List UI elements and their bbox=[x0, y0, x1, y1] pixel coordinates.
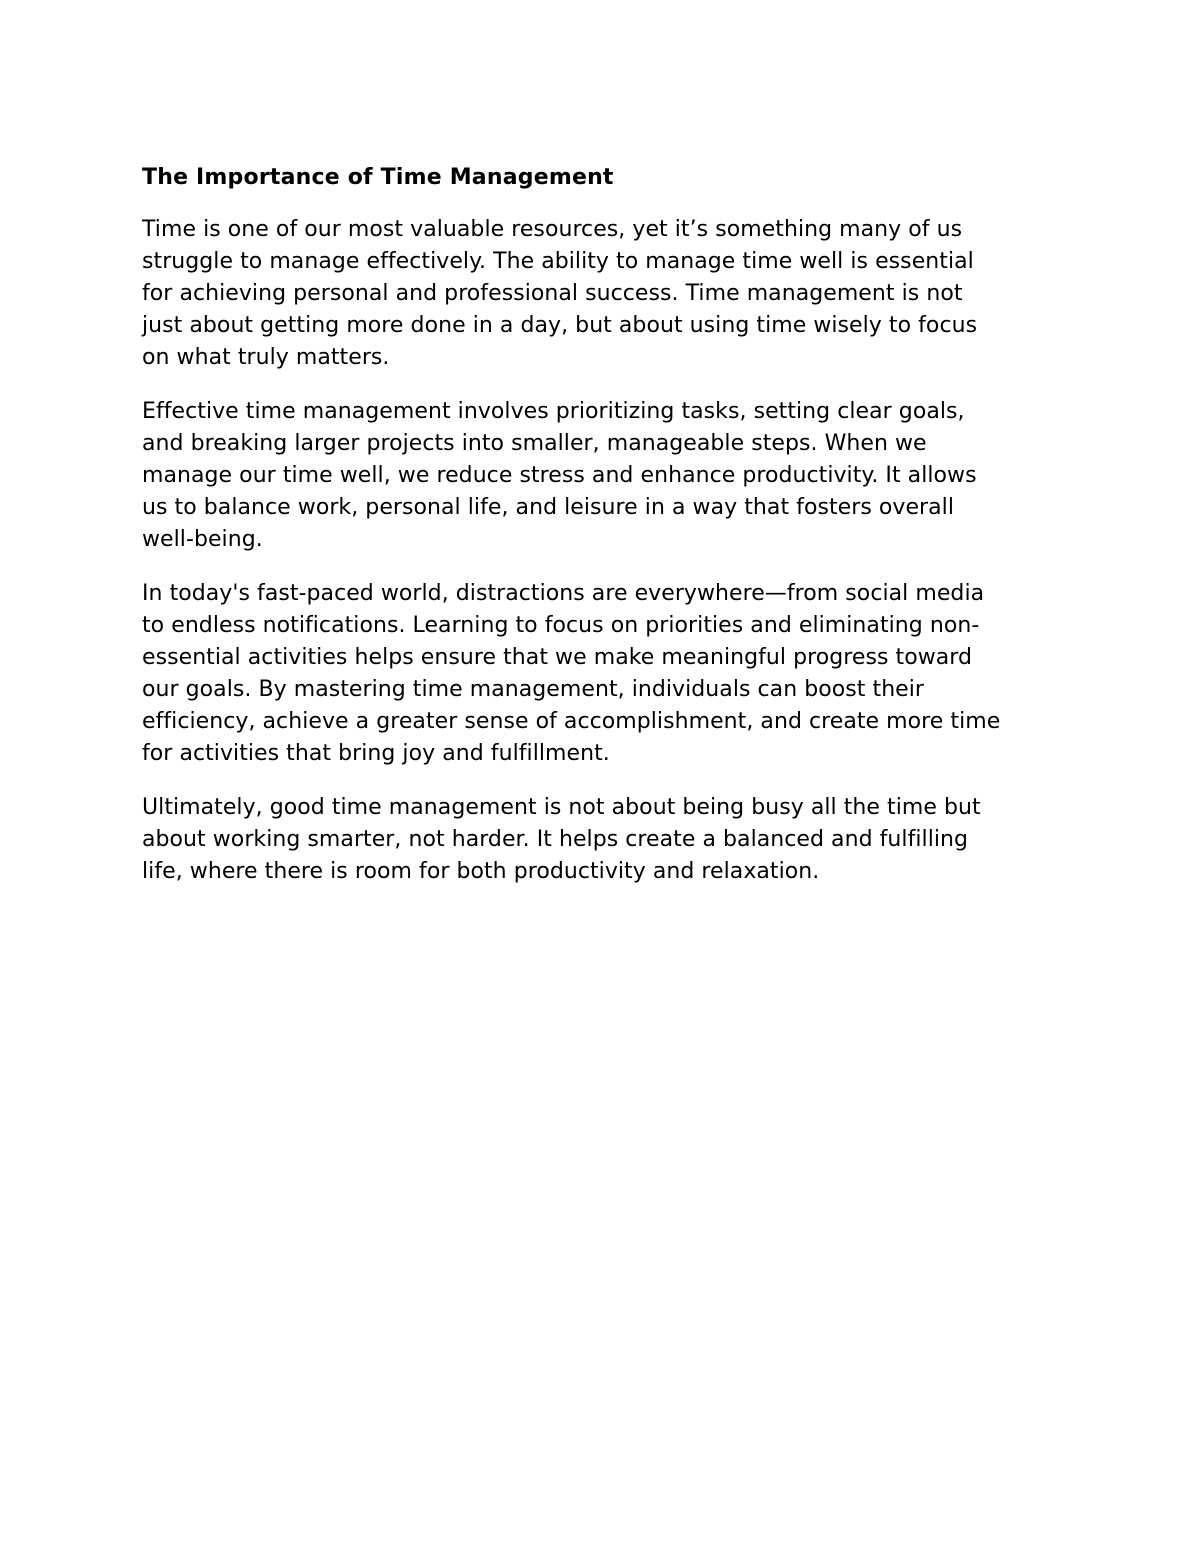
paragraph-line: essential activities helps ensure that we make meaningful progress toward bbox=[142, 645, 973, 670]
paragraph-line: just about getting more done in a day, but about using time wisely to focus bbox=[142, 313, 978, 338]
paragraph-line: and breaking larger projects into smaller, manageable steps. When we bbox=[142, 431, 927, 456]
document-title: The Importance of Time Management bbox=[142, 165, 614, 190]
paragraph-line: Effective time management involves prioritizing tasks, setting clear goals, bbox=[142, 399, 965, 424]
paragraph-line: about working smarter, not harder. It helps create a balanced and fulfilling bbox=[142, 827, 969, 852]
paragraph-line: efficiency, achieve a greater sense of accomplishment, and create more time bbox=[142, 709, 1001, 734]
paragraph-line: our goals. By mastering time management, individuals can boost their bbox=[142, 677, 925, 702]
paragraph-line: for activities that bring joy and fulfillment. bbox=[142, 741, 610, 766]
paragraph-line: to endless notifications. Learning to focus on priorities and eliminating non- bbox=[142, 613, 980, 638]
paragraph-line: on what truly matters. bbox=[142, 345, 390, 370]
paragraph-4 bbox=[142, 792, 1072, 888]
paragraph-line: In today's fast-paced world, distractions are everywhere—from social media bbox=[142, 581, 985, 606]
paragraph-2 bbox=[142, 396, 1072, 556]
paragraph-line: Ultimately, good time management is not about being busy all the time but bbox=[142, 795, 981, 820]
paragraph-line: struggle to manage effectively. The ability to manage time well is essential bbox=[142, 249, 974, 274]
paragraph-1 bbox=[142, 214, 1072, 374]
document-body bbox=[142, 162, 1072, 910]
paragraph-line: us to balance work, personal life, and leisure in a way that fosters overall bbox=[142, 495, 955, 520]
paragraph-line: for achieving personal and professional success. Time management is not bbox=[142, 281, 963, 306]
paragraph-line: Time is one of our most valuable resources, yet it’s something many of us bbox=[142, 217, 963, 242]
paragraph-line: manage our time well, we reduce stress and enhance productivity. It allows bbox=[142, 463, 977, 488]
paragraph-line: life, where there is room for both productivity and relaxation. bbox=[142, 859, 820, 884]
paragraph-line: well-being. bbox=[142, 527, 263, 552]
paragraph-3 bbox=[142, 578, 1072, 770]
